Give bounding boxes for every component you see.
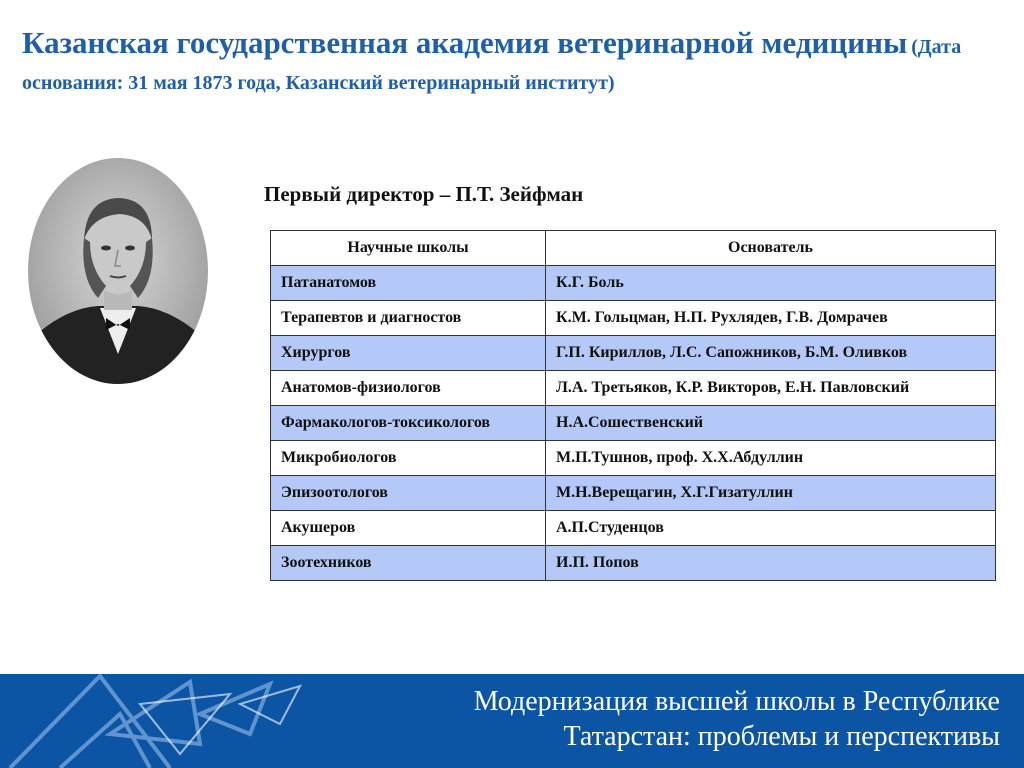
table-row [271,441,996,476]
table-row [271,266,996,301]
founder-cell: К.Г. Боль [546,266,996,301]
scientific-schools-table [270,230,996,581]
footer-line-1: Модернизация высшей школы в Республике [473,686,1000,717]
founder-cell: К.М. Гольцман, Н.П. Рухлядев, Г.В. Домрачев [546,301,996,336]
table-row [271,546,996,581]
school-cell: Хирургов [271,336,546,371]
school-cell: Патанатомов [271,266,546,301]
table-row [271,301,996,336]
founder-cell: И.П. Попов [546,546,996,581]
school-cell: Терапевтов и диагностов [271,301,546,336]
school-cell: Зоотехников [271,546,546,581]
table-row [271,371,996,406]
school-cell: Акушеров [271,511,546,546]
footer-line-2: Татарстан: проблемы и перспективы [563,721,1000,752]
header-founder: Основатель [546,231,996,266]
founder-cell: Г.П. Кириллов, Л.С. Сапожников, Б.М. Оливков [546,336,996,371]
founder-cell: М.П.Тушнов, проф. Х.Х.Абдуллин [546,441,996,476]
slide-title [22,26,1012,102]
portrait-image [28,158,208,384]
table-row [271,476,996,511]
table-row [271,406,996,441]
school-cell: Анатомов-физиологов [271,371,546,406]
founder-cell: Л.А. Третьяков, К.Р. Викторов, Е.Н. Павловский [546,371,996,406]
footer-banner [0,674,1024,768]
header-schools: Научные школы [271,231,546,266]
table-row [271,336,996,371]
school-cell: Микробиологов [271,441,546,476]
founder-cell: Н.А.Сошественский [546,406,996,441]
founder-cell: М.Н.Верещагин, Х.Г.Гизатуллин [546,476,996,511]
school-cell: Эпизоотологов [271,476,546,511]
title-sub: (Дата основания: 31 мая 1873 года, Казанский ветеринарный институт) [22,36,962,94]
founder-cell: А.П.Студенцов [546,511,996,546]
title-main: Казанская государственная академия ветеринарной медицины [22,25,908,60]
table-row [271,511,996,546]
portrait-photo-icon [28,158,208,384]
triangles-decoration-icon [0,674,360,768]
school-cell: Фармакологов-токсикологов [271,406,546,441]
first-director-caption: Первый директор – П.Т. Зейфман [264,182,584,206]
table-header-row [271,231,996,266]
footer-text [474,684,1000,754]
